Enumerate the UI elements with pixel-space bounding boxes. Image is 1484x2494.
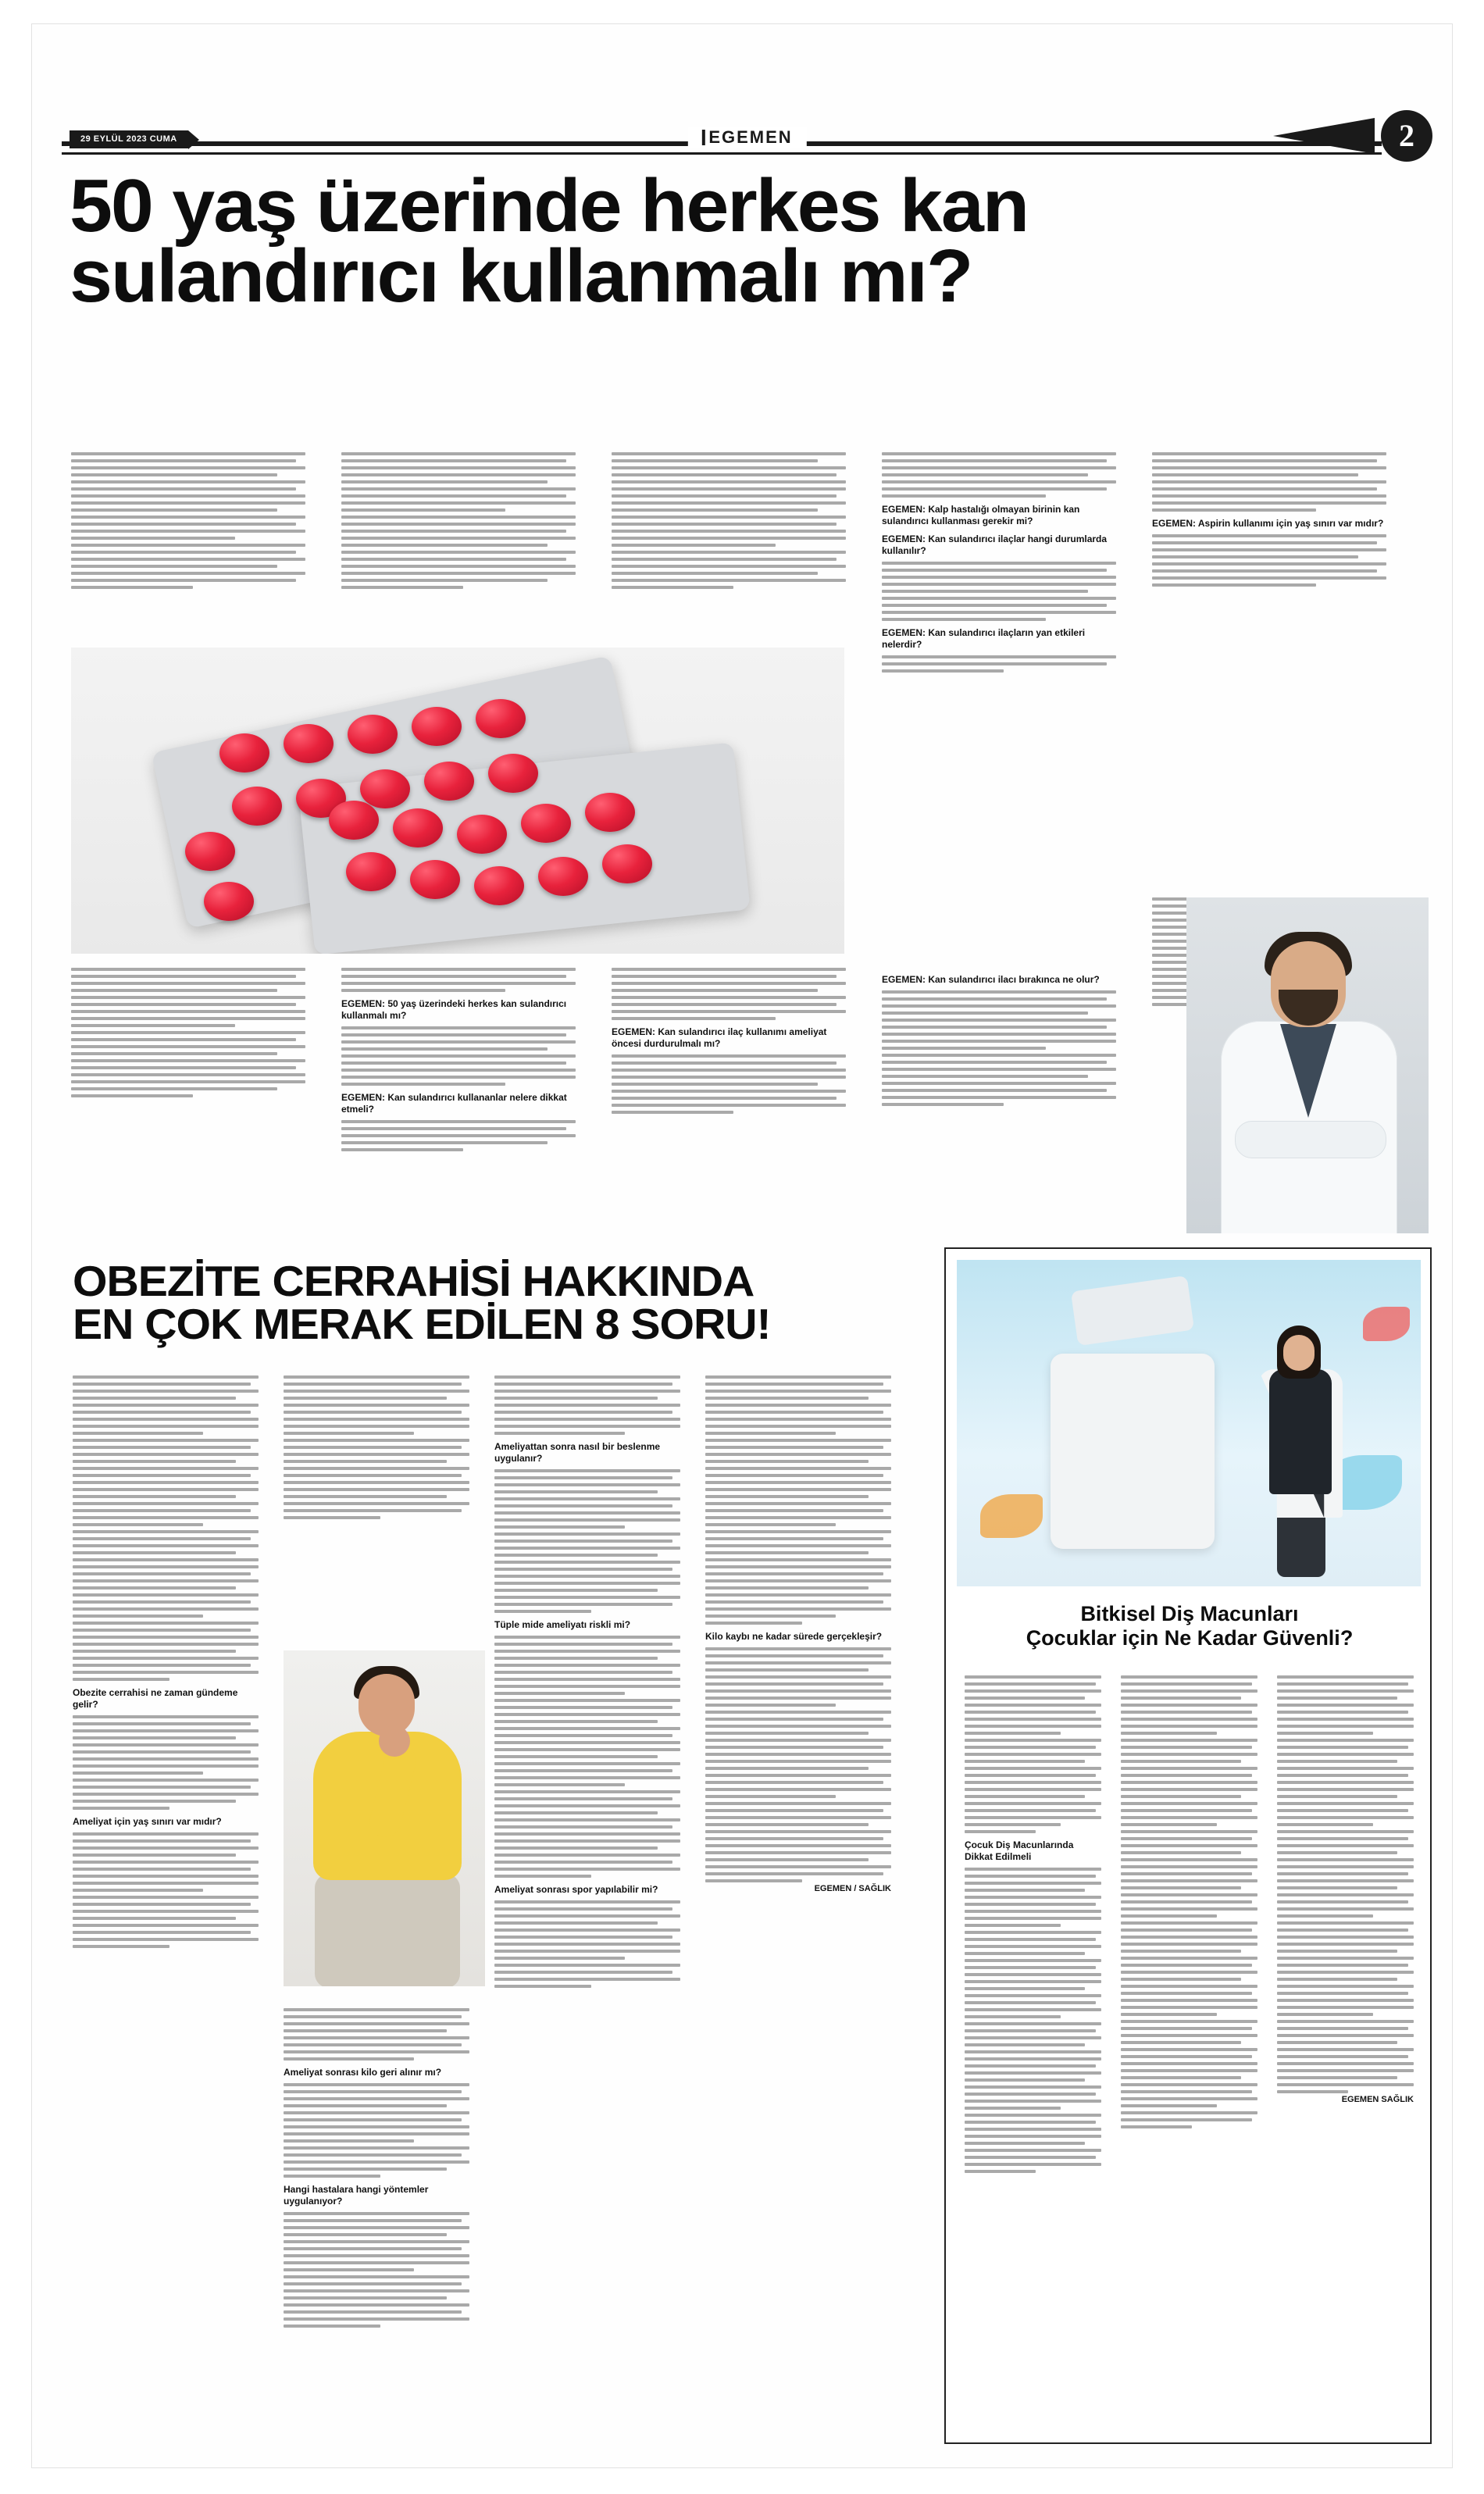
pills-photo <box>71 648 844 954</box>
obesity-legs-shape <box>315 1874 460 1986</box>
obesity-photo <box>284 1650 485 1986</box>
toothpaste-subhead: Çocuk Diş Macunlarında Dikkat Edilmeli <box>965 1839 1074 1862</box>
main-article-col-2 <box>341 452 576 593</box>
obesity-headline-line-1: OBEZİTE CERRAHİSİ HAKKINDA <box>73 1257 754 1305</box>
main-headline-line-1: 50 yaş üzerinde herkes kan <box>70 164 1029 248</box>
obesity-subhead-7: Ameliyat sonrası spor yapılabilir mi? <box>494 1884 658 1895</box>
obesity-hand-shape <box>379 1725 410 1757</box>
toothpaste-col-1 <box>965 1675 1101 2177</box>
main-subhead-5: EGEMEN: Kan sulandırıcı kullananlar nelere dikkat etmeli? <box>341 1092 567 1115</box>
doctor-photo <box>1186 897 1429 1233</box>
toothpaste-photo <box>957 1260 1421 1586</box>
main-article-lower-col-2 <box>341 968 576 1155</box>
main-article-col-4 <box>882 452 1116 676</box>
main-article-lower-col-3 <box>612 968 846 1118</box>
issue-date-badge: 29 EYLÜL 2023 CUMA <box>70 130 188 148</box>
dentist-head-shape <box>1283 1335 1315 1371</box>
page-number-wedge-icon <box>1273 118 1375 154</box>
main-headline-line-2: sulandırıcı kullanmalı mı? <box>70 234 972 319</box>
obesity-subhead-8: Kilo kaybı ne kadar sürede gerçekleşir? <box>705 1631 883 1642</box>
main-article-lower-col-4 <box>882 968 1116 1110</box>
obesity-col-2-lower <box>284 2008 469 2332</box>
obesity-col-2 <box>284 1375 469 1523</box>
obesity-col-1 <box>73 1375 259 1952</box>
wall-fish-3-icon <box>1363 1307 1410 1341</box>
toothpaste-col-3: EGEMEN SAĞLIK <box>1277 1675 1414 2100</box>
obesity-col-4: Kilo kaybı ne kadar sürede gerçekleşir? EGEMEN / SAĞLIK <box>705 1375 891 1889</box>
main-subhead-7: EGEMEN: 50 yaş üzerindeki herkes kan sulandırıcı kullanmalı mı? <box>341 998 567 1021</box>
toothpaste-col-2 <box>1121 1675 1257 2132</box>
obesity-subhead-4: Ameliyattan sonra nasıl bir beslenme uygulanır? <box>494 1441 661 1464</box>
main-article-col-1 <box>71 452 305 593</box>
name-bar-icon <box>701 130 705 145</box>
dental-chair-shape <box>1051 1354 1215 1549</box>
obesity-subhead-1: Obezite cerrahisi ne zaman gündeme gelir? <box>73 1687 238 1710</box>
toothpaste-title <box>965 1602 1414 1651</box>
obesity-subhead-6: Hangi hastalara hangi yöntemler uygulanıyor? <box>284 2184 429 2207</box>
masthead <box>62 118 1432 162</box>
main-subhead-4: EGEMEN: Aspirin kullanımı için yaş sınırı var mıdır? <box>1152 518 1384 529</box>
dental-lamp-shape <box>1071 1276 1194 1346</box>
main-subhead-6: EGEMEN: Kan sulandırıcı ilaç kullanımı ameliyat öncesi durdurulmalı mı? <box>612 1026 827 1049</box>
obesity-subhead-3: Ameliyat sonrası kilo geri alınır mı? <box>284 2067 442 2078</box>
main-subhead-1: EGEMEN: Kalp hastalığı olmayan birinin kan sulandırıcı kullanması gerekir mi? <box>882 504 1080 526</box>
main-article-col-5 <box>1152 452 1386 590</box>
obesity-headline <box>73 1257 958 1348</box>
toothpaste-box <box>944 1247 1432 2444</box>
toothpaste-title-line-2: Çocuklar için Ne Kadar Güvenli? <box>1026 1626 1354 1650</box>
main-subhead-2: EGEMEN: Kan sulandırıcı ilaçlar hangi durumlarda kullanılır? <box>882 533 1108 556</box>
main-subhead-3: EGEMEN: Kan sulandırıcı ilaçların yan etkileri nelerdir? <box>882 627 1086 650</box>
page-sheet <box>31 23 1453 2468</box>
masthead-rule-bottom <box>62 152 1382 155</box>
obesity-col-3 <box>494 1375 680 1992</box>
main-headline <box>70 164 1484 319</box>
wall-fish-2-icon <box>980 1494 1043 1538</box>
obesity-headline-line-2: EN ÇOK MERAK EDİLEN 8 SORU! <box>73 1300 771 1348</box>
dentist-body-shape <box>1269 1369 1332 1494</box>
page-number-group <box>1261 109 1440 166</box>
main-article-lower-col-1 <box>71 968 305 1101</box>
toothpaste-title-line-1: Bitkisel Diş Macunları <box>1080 1602 1299 1625</box>
page-number: 2 <box>1381 110 1432 162</box>
newspaper-name <box>687 127 806 148</box>
obesity-subhead-5: Tüple mide ameliyatı riskli mi? <box>494 1619 631 1630</box>
newspaper-name-text: EGEMEN <box>708 127 793 147</box>
main-article-col-3 <box>612 452 846 593</box>
main-subhead-8: EGEMEN: Kan sulandırıcı ilacı bırakınca ne olur? <box>882 974 1100 985</box>
obesity-subhead-2: Ameliyat için yaş sınırı var mıdır? <box>73 1816 222 1827</box>
doctor-arms-shape <box>1235 1121 1386 1158</box>
